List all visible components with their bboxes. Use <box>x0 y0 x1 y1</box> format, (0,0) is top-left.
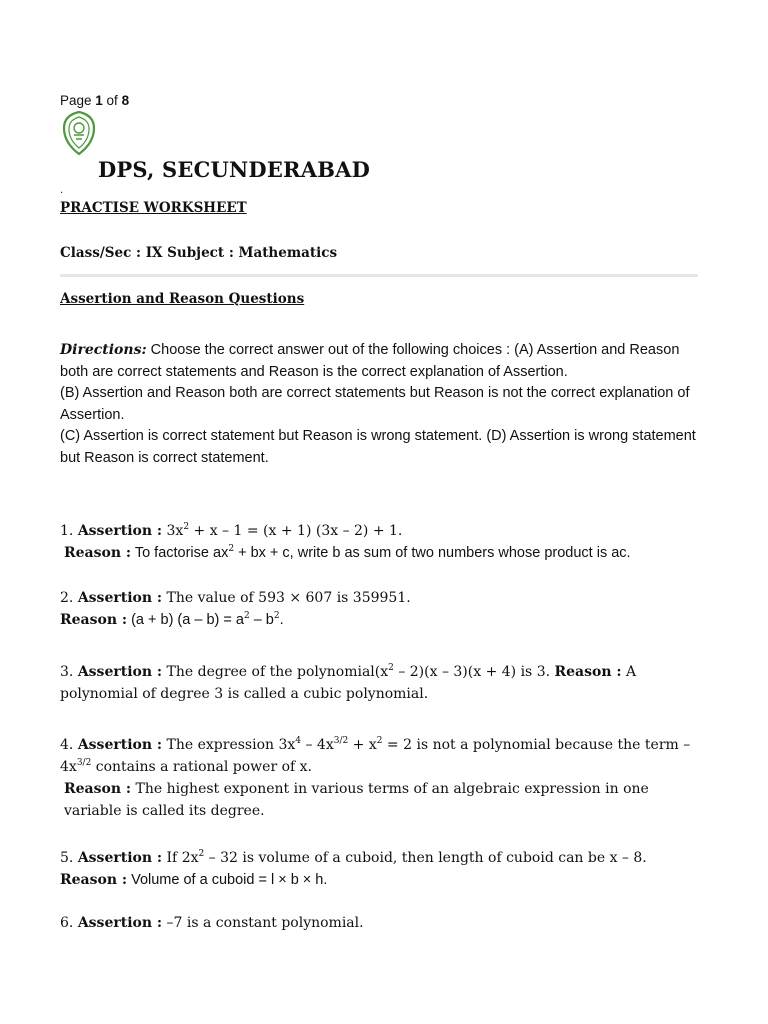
text: 3x <box>162 523 184 539</box>
superscript: 2 <box>376 736 383 746</box>
directions-text-a: Choose the correct answer out of the following choices : (A) Assertion and Reason both are correct statements and Reason is the correct explanation of Assertion. <box>60 342 680 380</box>
superscript: 2 <box>273 611 280 621</box>
page-indicator <box>60 93 129 108</box>
question-5-assertion <box>60 847 705 869</box>
superscript: 2 <box>388 663 394 673</box>
text: If 2x <box>162 850 199 866</box>
reason-label: Reason : <box>64 545 132 561</box>
assertion-label: Assertion : <box>77 523 163 539</box>
text: A polynomial of degree 3 is called a cubic polynomial. <box>60 664 637 702</box>
question-4 <box>60 734 705 822</box>
question-5 <box>60 847 705 891</box>
question-number: 4. <box>60 737 78 753</box>
question-1-reason <box>60 542 705 564</box>
page-prefix: Page <box>60 93 96 108</box>
page-current: 1 <box>95 93 103 108</box>
assertion-label: Assertion : <box>77 850 163 866</box>
text: The value of 593 × 607 is 359951. <box>162 590 411 606</box>
text: + x – 1 = (x + 1) (3x – 2) + 1. <box>189 523 403 539</box>
text: – b <box>249 612 274 628</box>
page-of: of <box>102 93 122 108</box>
superscript: 2 <box>228 544 235 554</box>
text: contains a rational power of x. <box>91 759 313 775</box>
text: – 2)(x – 3)(x + 4) is 3. <box>393 664 555 680</box>
text: – 4x <box>301 737 334 753</box>
reason-label: Reason : <box>554 664 622 680</box>
text: + bx + c, write b as sum of two numbers whose product is ac. <box>234 545 631 561</box>
question-number: 5. <box>60 850 78 866</box>
question-2-assertion <box>60 587 705 609</box>
text: To factorise ax <box>131 545 229 561</box>
text: The expression 3x <box>162 737 296 753</box>
reason-label: Reason : <box>60 872 128 888</box>
text: = 2 is not a polynomial because the term – 4x <box>60 737 691 775</box>
question-4-reason <box>60 778 705 822</box>
reason-label: Reason : <box>64 781 132 797</box>
assertion-label: Assertion : <box>77 737 163 753</box>
text: Volume of a cuboid = l × b × h. <box>127 872 328 888</box>
worksheet-title: PRACTISE WORKSHEET <box>60 200 247 216</box>
assertion-label: Assertion : <box>77 664 163 680</box>
question-number: 2. <box>60 590 78 606</box>
text: –7 is a constant polynomial. <box>162 915 364 931</box>
directions-text-c: (C) Assertion is correct statement but Reason is wrong statement. (D) Assertion is wrong statement but Reason is correct statement. <box>60 428 696 466</box>
reason-label: Reason : <box>60 612 128 628</box>
directions-block <box>60 340 700 469</box>
question-2 <box>60 587 705 631</box>
stray-dot: . <box>60 185 64 196</box>
question-3 <box>60 661 705 705</box>
superscript: 4 <box>295 736 302 746</box>
question-1 <box>60 520 705 564</box>
school-emblem-icon <box>60 110 98 156</box>
text: (a + b) (a – b) = a <box>127 612 244 628</box>
superscript: 3/2 <box>333 736 349 746</box>
assertion-label: Assertion : <box>77 915 163 931</box>
question-1-assertion <box>60 520 705 542</box>
question-4-assertion <box>60 734 705 778</box>
text: + x <box>348 737 377 753</box>
question-2-reason <box>60 609 705 631</box>
school-name: DPS, SECUNDERABAD <box>98 157 371 182</box>
text: The degree of the polynomial(x <box>162 664 389 680</box>
superscript: 2 <box>183 522 190 532</box>
text: The highest exponent in various terms of an algebraic expression in one variable is called its degree. <box>64 781 649 819</box>
question-number: 1. <box>60 523 78 539</box>
directions-text-b: (B) Assertion and Reason both are correct statements but Reason is not the correct explanation of Assertion. <box>60 385 690 423</box>
page-total: 8 <box>121 93 130 108</box>
question-number: 3. <box>60 664 78 680</box>
assertion-label: Assertion : <box>77 590 163 606</box>
question-6 <box>60 912 705 934</box>
text: . <box>279 612 284 628</box>
superscript: 2 <box>243 611 250 621</box>
question-5-reason <box>60 869 705 891</box>
question-number: 6. <box>60 915 78 931</box>
superscript: 2 <box>198 849 205 859</box>
superscript: 3/2 <box>76 758 92 768</box>
section-title: Assertion and Reason Questions <box>60 291 305 307</box>
class-subject-line: Class/Sec : IX Subject : Mathematics <box>60 245 338 261</box>
text: – 32 is volume of a cuboid, then length of cuboid can be x – 8. <box>204 850 647 866</box>
horizontal-rule <box>60 274 698 277</box>
directions-label: Directions: <box>60 342 147 358</box>
